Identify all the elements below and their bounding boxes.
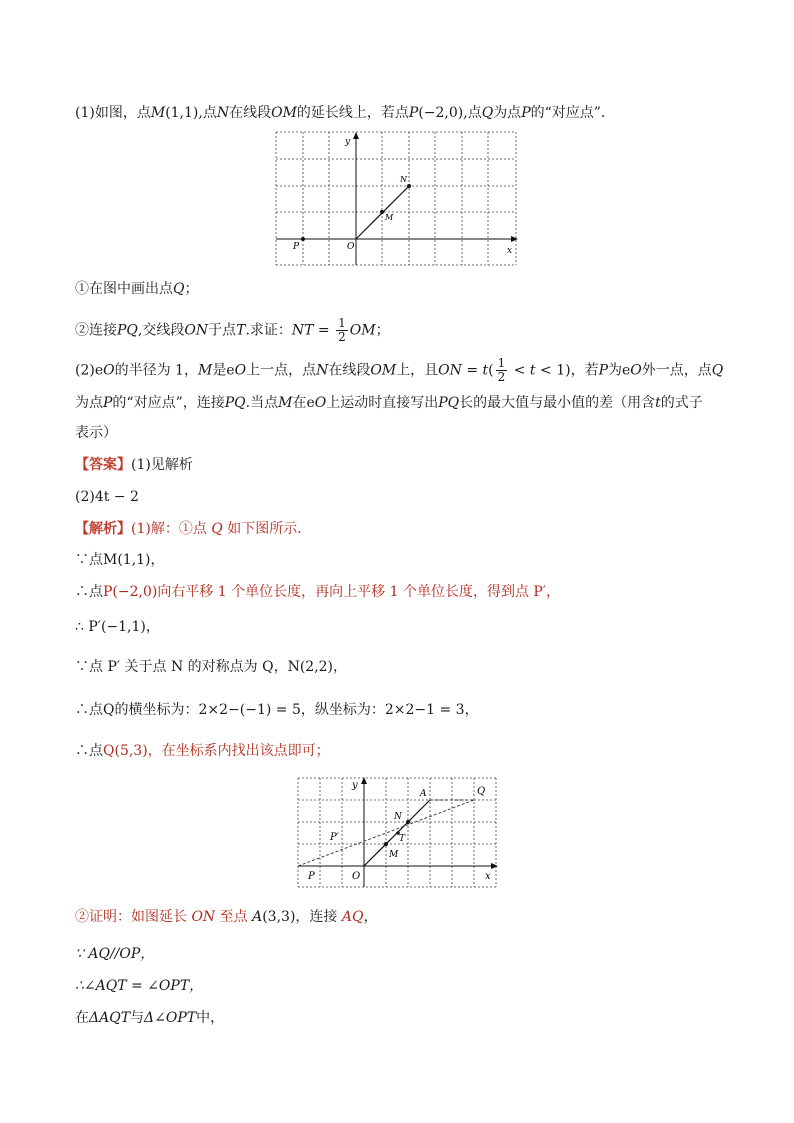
proof-line-2 [75, 944, 154, 964]
var-N: N [316, 362, 329, 379]
figure-2-coordinate-grid [296, 776, 500, 890]
analysis-line-7 [75, 741, 330, 761]
fraction-half [496, 357, 508, 384]
text-segment: ∴∠AQT = ∠OPT， [75, 978, 204, 994]
coord-M: (1,1) [165, 105, 199, 121]
text-segment: 表示） [75, 425, 117, 441]
var-ON: ON [191, 909, 216, 925]
var-T: T [236, 322, 246, 339]
text-segment: ； [375, 322, 390, 339]
text-segment: ∴ P′(−1,1)， [75, 619, 160, 635]
proof-line-1 [75, 907, 377, 927]
text-segment: 在e [292, 395, 315, 411]
point-N [406, 820, 410, 824]
text-segment: 中， [196, 1010, 225, 1026]
q2-line-1 [75, 357, 723, 384]
x-axis-arrow-icon [491, 863, 498, 869]
text-segment: = [461, 362, 483, 379]
figure-1-coordinate-grid [274, 130, 522, 270]
text-segment: 与 [130, 1010, 145, 1026]
text-segment: 的半径为 1， [114, 362, 198, 379]
var-t: t [655, 395, 661, 411]
text-segment: ∴点 [75, 743, 103, 759]
analysis-line-3 [75, 582, 560, 602]
label-Q: Q [477, 786, 486, 797]
var-OM: OM [271, 105, 297, 121]
text-segment: 在 [75, 1010, 89, 1026]
point-M [380, 210, 384, 214]
text-segment: 的“对应点”，连接 [112, 395, 225, 411]
text-segment: 为点 [75, 395, 103, 411]
text-segment: ②连接 [75, 322, 117, 339]
var-Q: Q [173, 281, 185, 297]
text-segment: (1)解：①点 [131, 521, 212, 537]
var-PQ: PQ [224, 395, 246, 411]
label-x: x [485, 871, 491, 882]
answer-line-2 [75, 487, 139, 507]
text-segment: ∴点Q的横坐标为：2×2−(−1) = 5，纵坐标为：2×2−1 = 3， [75, 702, 479, 718]
q1-part1-line [75, 279, 198, 299]
var-Q: Q [211, 521, 223, 537]
var-P: P [408, 105, 419, 121]
text-segment: ； [184, 281, 199, 297]
var-O: O [314, 395, 327, 411]
text-segment: ∵ AQ//OP， [75, 946, 155, 962]
label-y: y [352, 780, 358, 791]
label-P: P [308, 871, 315, 882]
text-segment: 的式子 [660, 395, 703, 411]
text-segment: 是e [212, 362, 235, 379]
triangle-AQT: ΔAQT [89, 1010, 131, 1026]
fraction-half [336, 317, 348, 344]
text-segment: .当点 [245, 395, 279, 411]
answer-part-1: (1)见解析 [131, 457, 193, 473]
var-ON: ON [184, 322, 209, 339]
label-N: N [400, 175, 407, 184]
text-segment: < 1)，若 [535, 362, 599, 379]
text-segment: 上，且 [396, 362, 439, 379]
fraction-denominator: 2 [338, 330, 346, 344]
label-M: M [385, 213, 394, 222]
label-O: O [352, 871, 361, 882]
text-segment: 的延长线上，若点 [296, 105, 409, 121]
analysis-line-5 [75, 657, 347, 677]
var-O: O [630, 362, 642, 379]
label-P: P [293, 242, 300, 252]
text-segment: 外一点，点 [641, 362, 712, 379]
var-M: M [197, 362, 213, 379]
q1-intro-line [75, 103, 615, 123]
text-segment: ， [363, 909, 378, 925]
text-segment: ①在图中画出点 [75, 281, 173, 297]
text-segment: ∵点 P′ 关于点 N 的对称点为 Q，N(2,2)， [75, 659, 348, 675]
var-t: t [529, 362, 536, 379]
text-segment: ∵点M(1,1)， [75, 552, 165, 568]
text-segment: ∴点 [75, 584, 103, 600]
label-P-prime: P′ [330, 832, 339, 843]
var-OM: OM [370, 362, 397, 379]
y-axis-arrow-icon [353, 132, 359, 139]
label-A: A [420, 789, 427, 799]
var-A: A [252, 909, 263, 925]
text-segment: 于点 [208, 322, 237, 339]
segment-PQ-dashed [298, 800, 474, 866]
fraction-denominator: 2 [497, 370, 506, 384]
var-P: P [103, 395, 113, 411]
var-NT: NT [291, 322, 314, 339]
var-Q: Q [711, 362, 724, 379]
analysis-tag: 【解析】 [75, 521, 131, 537]
text-segment: 在线段 [229, 105, 272, 121]
text-segment: 为点 [493, 105, 522, 121]
triangle-OPT: Δ∠OPT [144, 1010, 197, 1026]
label-N: N [394, 812, 402, 822]
text-segment: ,点 [463, 105, 482, 121]
answer-part-2: (2)4t − 2 [75, 489, 139, 505]
analysis-line-2 [75, 550, 165, 570]
text-segment: 在线段 [328, 362, 371, 379]
var-P: P [598, 362, 608, 379]
var-t: t [482, 362, 489, 379]
text-segment: P(−2,0)向右平移 1 个单位长度，再向上平移 1 个单位长度，得到点 P′， [103, 584, 561, 600]
var-AQ: AQ [341, 909, 364, 925]
q2-line-3 [75, 423, 117, 443]
label-T: T [399, 834, 406, 844]
fraction-numerator: 1 [338, 316, 346, 330]
answer-line-1 [75, 455, 193, 475]
var-ON: ON [438, 362, 462, 379]
proof-line-3 [75, 976, 203, 996]
text-segment: (3,3)，连接 [262, 909, 342, 925]
text-segment: ,交线段 [137, 322, 185, 339]
text-segment: 至点 [215, 909, 253, 925]
analysis-line-6 [75, 700, 479, 720]
var-O: O [103, 362, 115, 379]
label-y: y [345, 137, 351, 147]
text-segment: 为e [607, 362, 631, 379]
var-Q: Q [481, 105, 494, 121]
text-segment: 如下图所示． [222, 521, 312, 537]
text-segment: < [509, 362, 530, 379]
var-O: O [234, 362, 247, 379]
answer-tag: 【答案】 [75, 457, 131, 473]
var-P: P [521, 105, 531, 121]
q1-part2-line [75, 317, 390, 344]
var-M: M [150, 105, 166, 121]
analysis-line-1 [75, 519, 311, 539]
text-segment: (1)如图，点 [75, 105, 151, 121]
text-segment: 长的最大值与最小值的差（用含 [459, 395, 656, 411]
text-segment: (2)e [75, 362, 104, 379]
text-segment: ②证明：如图延长 [75, 909, 192, 925]
proof-line-4 [75, 1008, 224, 1028]
analysis-line-4 [75, 617, 160, 637]
text-segment: 上一点，点 [246, 362, 317, 379]
x-axis-arrow-icon [511, 236, 518, 242]
coord-P: (−2,0) [418, 105, 464, 121]
text-segment: ( [488, 362, 494, 379]
fraction-numerator: 1 [497, 356, 506, 370]
text-segment: 上运动时直接写出 [326, 395, 439, 411]
label-O: O [347, 242, 355, 252]
var-OM: OM [349, 322, 376, 339]
point-M [384, 842, 388, 846]
text-segment: ,点 [198, 105, 217, 121]
text-segment: .求证： [245, 322, 292, 339]
var-PQ: PQ [438, 395, 460, 411]
text-segment: = [313, 322, 335, 339]
point-P [301, 237, 305, 241]
text-segment: Q(5,3)，在坐标系内找出该点即可； [103, 743, 330, 759]
var-PQ: PQ [117, 322, 138, 339]
label-M: M [389, 850, 399, 860]
q2-line-2 [75, 393, 703, 413]
var-N: N [216, 105, 230, 121]
label-x: x [507, 246, 513, 256]
point-N [407, 184, 411, 188]
var-M: M [278, 395, 293, 411]
text-segment: 的“对应点”． [530, 105, 615, 121]
